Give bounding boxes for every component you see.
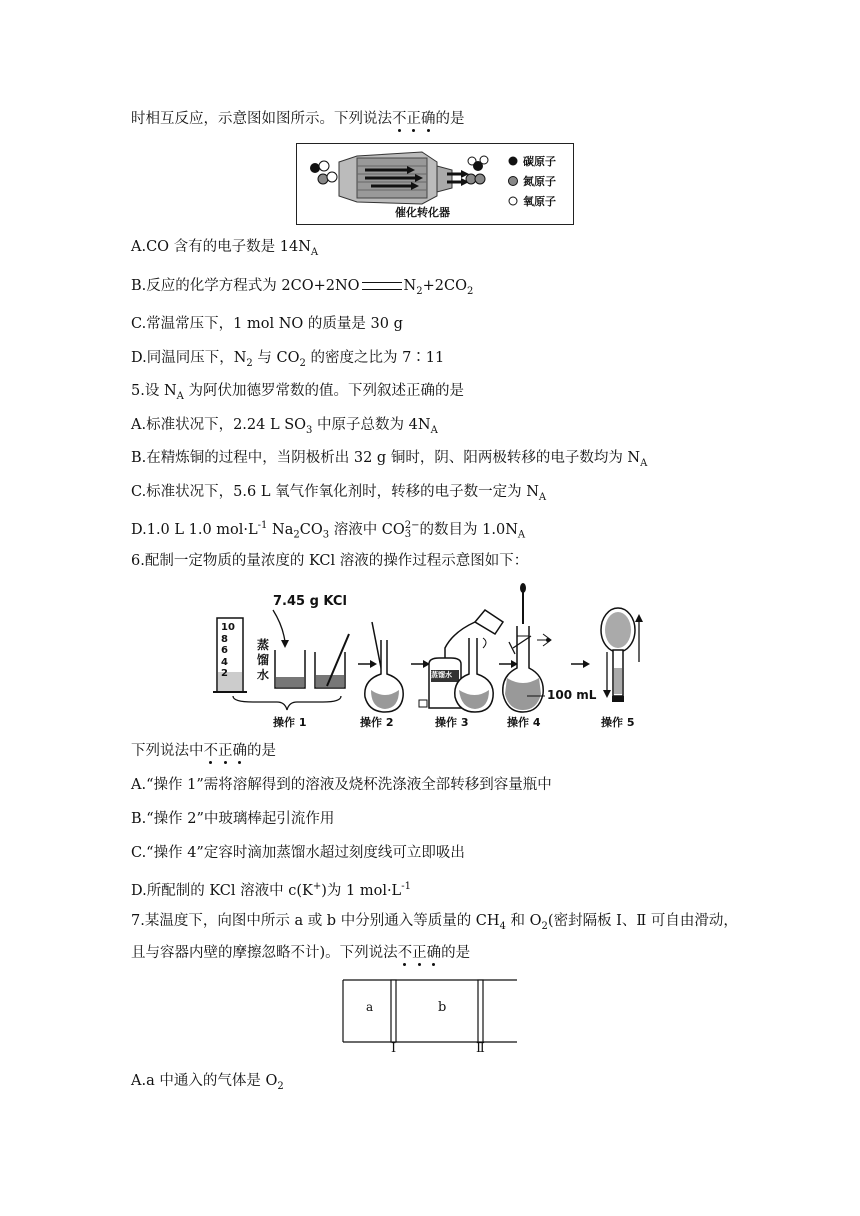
- cylinder-scale: 10 8 6 4 2: [221, 622, 235, 679]
- catalytic-converter-figure: [296, 143, 574, 225]
- partition-2-label: Ⅱ: [476, 1041, 485, 1056]
- container-figure: [340, 978, 520, 1058]
- legend-carbon: 碳原子: [523, 155, 556, 168]
- op-1-label: 操作 1: [273, 716, 307, 729]
- q4-intro: 时相互反应，示意图如图所示。下列说法不正确的是: [131, 111, 465, 127]
- chamber-a-label: a: [366, 1000, 374, 1014]
- kcl-mass-label: 7.45 g KCl: [273, 594, 347, 609]
- legend-nitrogen: 氮原子: [523, 175, 556, 188]
- q4-option-a: A.CO 含有的电子数是 $14N_A$: [131, 239, 319, 258]
- q6-option-d: D.所配制的 KCl 溶液中 c(K+)为 1 $mol\cdot L^{-1}$: [131, 881, 411, 899]
- q6-sub-stem: 下列说法中不正确的是: [131, 743, 276, 759]
- op-4-label: 操作 4: [507, 716, 541, 729]
- q4-option-c: C.常温常压下，1 mol NO 的质量是 30 g: [131, 316, 403, 332]
- q4-option-b: B.反应的化学方程式为 2CO+2NO $N_2+2CO_2$: [131, 278, 474, 297]
- q5-option-b: B.在精炼铜的过程中，当阴极析出 32 g 铜时，阴、阳两极转移的电子数均为 $N_A$: [131, 450, 648, 469]
- q7-stem-line-1: 7.某温度下，向图中所示 a 或 b 中分别通入等质量的 $CH_4$ 和 $O_2$(密封隔板 Ⅰ、Ⅱ 可自由滑动，: [131, 913, 738, 932]
- op-5-label: 操作 5: [601, 716, 635, 729]
- q6-option-b: B.“操作 2”中玻璃棒起引流作用: [131, 811, 335, 827]
- q5-option-c: C.标准状况下，5.6 L 氧气作氧化剂时，转移的电子数一定为 $N_A$: [131, 484, 547, 503]
- solution-preparation-figure: [213, 582, 653, 732]
- q6-option-a: A.“操作 1”需将溶解得到的溶液及烧杯洗涤液全部转移到容量瓶中: [131, 777, 552, 793]
- converter-caption: 催化转化器: [395, 206, 450, 219]
- equals-sign-icon: [362, 282, 402, 290]
- q6-option-c: C.“操作 4”定容时滴加蒸馏水超过刻度线可立即吸出: [131, 845, 465, 861]
- q4-option-d: D.同温同压下，$N_2$ 与 $CO_2$ 的密度之比为 7∶11: [131, 350, 445, 369]
- partition-1-label: Ⅰ: [391, 1041, 397, 1056]
- q5-option-a: A.标准状况下，2.24 L $SO_3$ 中原子总数为 $4N_A$: [131, 417, 438, 436]
- q5-stem: 5.设 $N_A$ 为阿伏加德罗常数的值。下列叙述正确的是: [131, 383, 464, 402]
- op-3-label: 操作 3: [435, 716, 469, 729]
- bottle-label: 蒸馏水: [431, 671, 452, 679]
- q6-stem: 6.配制一定物质的量浓度的 KCl 溶液的操作过程示意图如下：: [131, 553, 529, 569]
- op-2-label: 操作 2: [360, 716, 394, 729]
- distilled-water-label: 蒸 馏 水: [257, 638, 270, 682]
- legend-oxygen: 氧原子: [523, 195, 556, 208]
- flask-volume-label: 100 mL: [547, 688, 597, 702]
- q7-stem-line-2: 且与容器内壁的摩擦忽略不计)。下列说法不正确的是: [131, 945, 471, 961]
- chamber-b-label: b: [438, 1000, 447, 1015]
- q7-option-a: A.a 中通入的气体是 $O_2$: [131, 1073, 284, 1092]
- q5-option-d: D.1.0 L 1.0 $mol\cdot L^{-1}$ $Na_2CO_3$ 溶液中 CO 2− 3 的数目为 $1.0N_A$: [131, 519, 526, 541]
